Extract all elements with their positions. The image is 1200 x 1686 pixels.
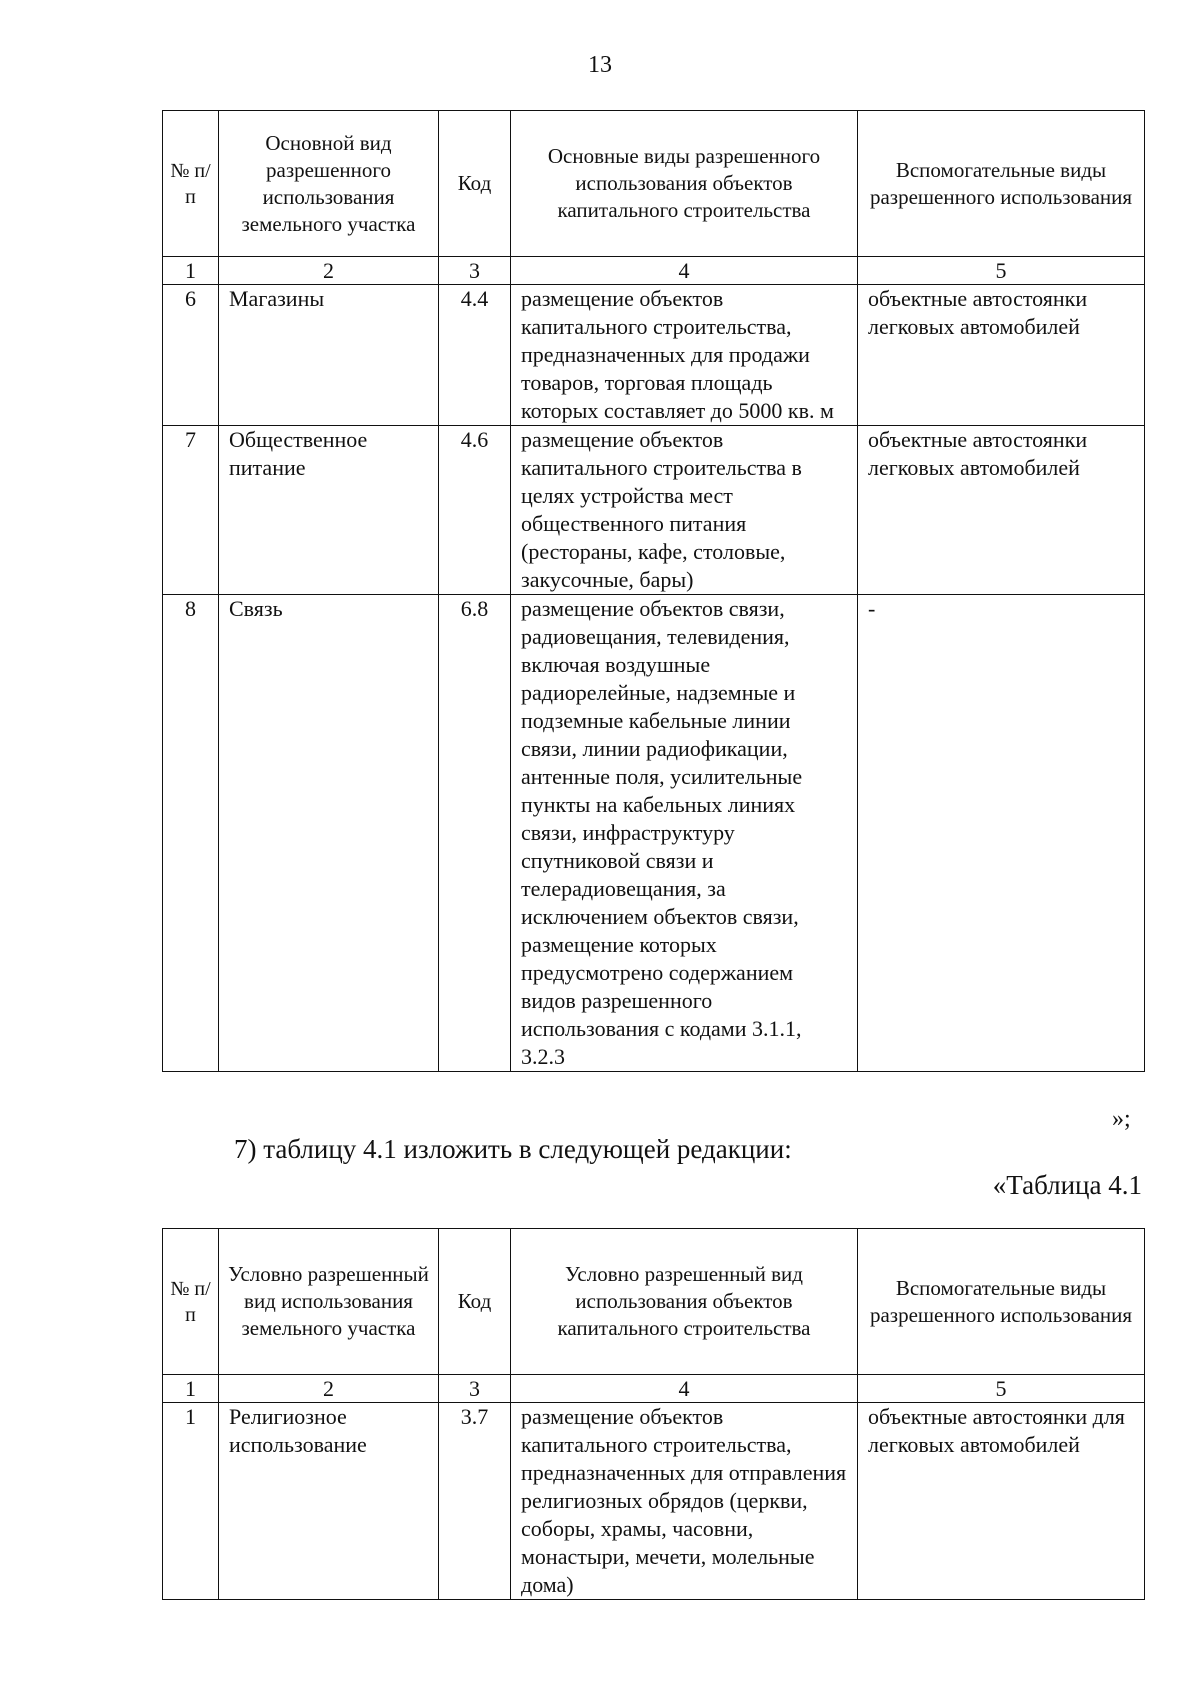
row-aux: объектные автостоянки легковых автомобилей [858, 426, 1145, 595]
header-aux: Вспомогательные виды разрешенного использования [858, 1229, 1145, 1375]
header-main-kind: Условно разрешенный вид использования земельного участка [219, 1229, 439, 1375]
row-aux: объектные автостоянки для легковых автомобилей [858, 1403, 1145, 1600]
header-main-objects: Основные виды разрешенного использования объектов капитального строительства [511, 111, 858, 257]
row-kind: Общественное питание [219, 426, 439, 595]
row-code: 4.4 [439, 285, 511, 426]
table-header-row [163, 111, 1145, 257]
table-header-row [163, 1229, 1145, 1375]
header-main-objects: Условно разрешенный вид использования объектов капитального строительства [511, 1229, 858, 1375]
column-number: 3 [439, 1375, 511, 1403]
column-number: 4 [511, 257, 858, 285]
header-no: № п/п [163, 111, 219, 257]
row-code: 4.6 [439, 426, 511, 595]
closing-quote: »; [1112, 1106, 1131, 1132]
row-no: 7 [163, 426, 219, 595]
row-no: 1 [163, 1403, 219, 1600]
table-row [163, 595, 1145, 1072]
table-row [163, 285, 1145, 426]
header-code: Код [439, 111, 511, 257]
header-main-kind: Основной вид разрешенного использования земельного участка [219, 111, 439, 257]
column-number: 3 [439, 257, 511, 285]
row-objects: размещение объектов связи, радиовещания, телевидения, включая воздушные радиорелейные, надземные и подземные кабельные линии связи, линии радиофикации, антенные поля, усилительные пункты на кабельных линиях связи, инфраструктуру спутниковой связи и телерадиовещания, за исключением объектов связи, размещение которых предусмотрено содержанием видов разрешенного использования с кодами 3.1.1, 3.2.3 [511, 595, 858, 1072]
header-aux: Вспомогательные виды разрешенного использования [858, 111, 1145, 257]
table-row [163, 426, 1145, 595]
column-number: 2 [219, 1375, 439, 1403]
row-no: 6 [163, 285, 219, 426]
column-number: 2 [219, 257, 439, 285]
row-kind: Религиозное использование [219, 1403, 439, 1600]
table-row [163, 1403, 1145, 1600]
column-number: 1 [163, 257, 219, 285]
land-use-table-main [162, 110, 1145, 1072]
row-kind: Магазины [219, 285, 439, 426]
column-number: 5 [858, 257, 1145, 285]
row-aux: объектные автостоянки легковых автомобилей [858, 285, 1145, 426]
column-number: 1 [163, 1375, 219, 1403]
table-caption: «Таблица 4.1 [992, 1170, 1142, 1200]
column-number-row [163, 257, 1145, 285]
instruction-text: 7) таблицу 4.1 изложить в следующей редакции: [234, 1134, 792, 1164]
header-code: Код [439, 1229, 511, 1375]
page-number: 13 [588, 52, 612, 78]
row-no: 8 [163, 595, 219, 1072]
row-kind: Связь [219, 595, 439, 1072]
land-use-table-conditional [162, 1228, 1145, 1600]
row-aux: - [858, 595, 1145, 1072]
row-objects: размещение объектов капитального строительства, предназначенных для продажи товаров, торговая площадь которых составляет до 5000 кв. м [511, 285, 858, 426]
row-code: 6.8 [439, 595, 511, 1072]
row-objects: размещение объектов капитального строительства, предназначенных для отправления религиозных обрядов (церкви, соборы, храмы, часовни, монастыри, мечети, молельные дома) [511, 1403, 858, 1600]
column-number: 4 [511, 1375, 858, 1403]
column-number-row [163, 1375, 1145, 1403]
row-objects: размещение объектов капитального строительства в целях устройства мест общественного питания (рестораны, кафе, столовые, закусочные, бары) [511, 426, 858, 595]
header-no: № п/п [163, 1229, 219, 1375]
column-number: 5 [858, 1375, 1145, 1403]
row-code: 3.7 [439, 1403, 511, 1600]
